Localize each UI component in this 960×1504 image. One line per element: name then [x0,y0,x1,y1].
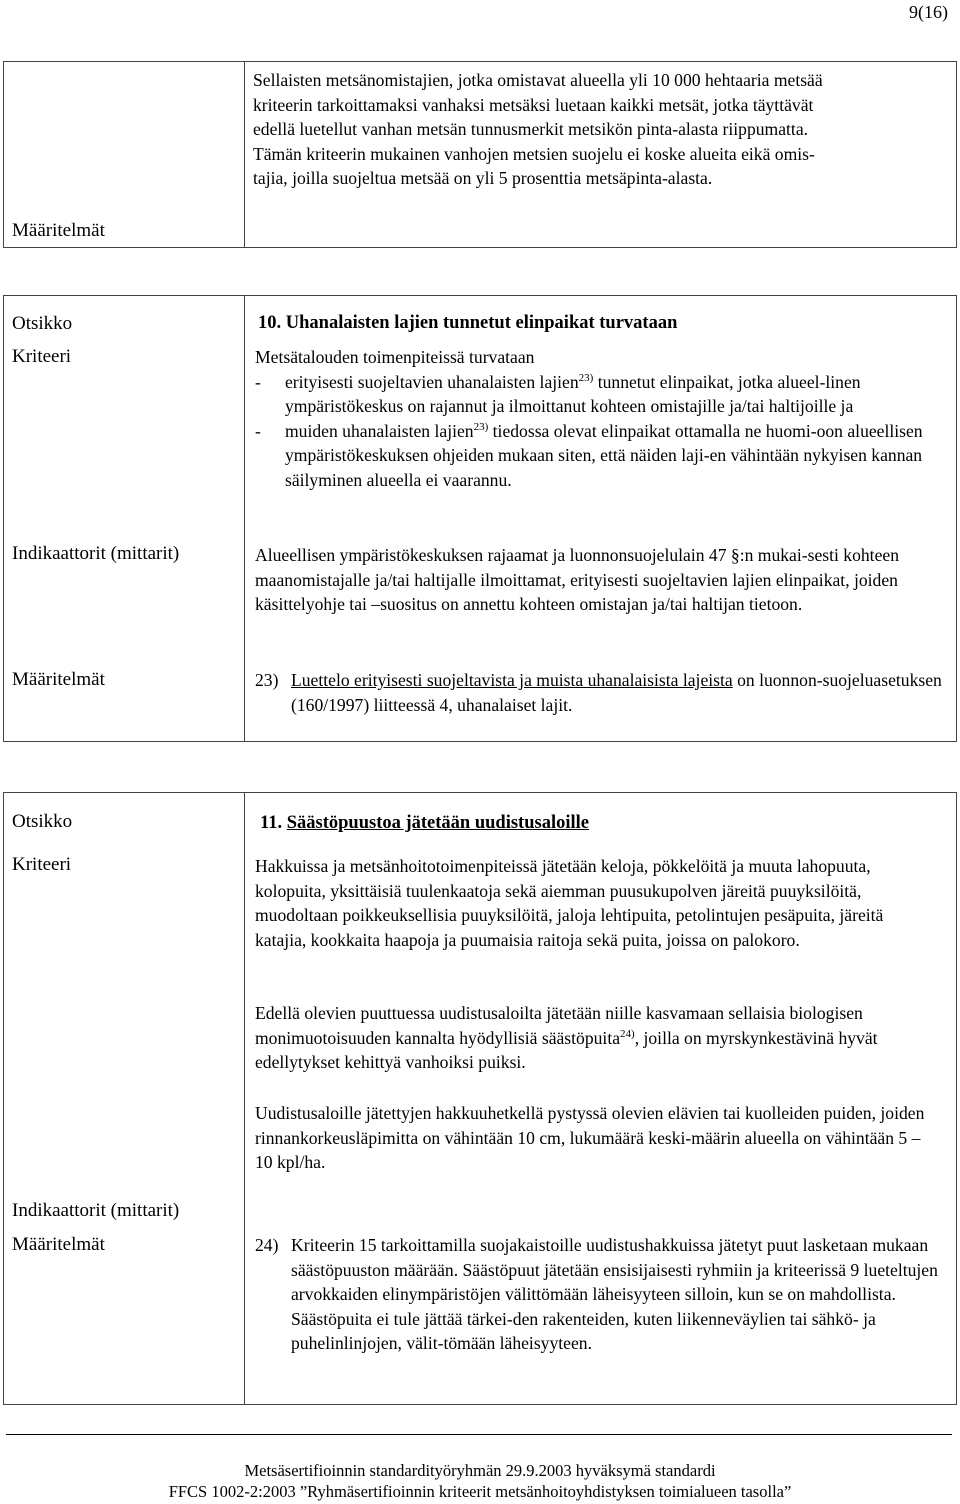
footnote-24 [255,1233,950,1356]
page-number: 9(16) [909,2,948,22]
criterion-title [260,811,950,836]
table-criterion-10 [3,295,957,742]
footnote-ref: 24) [620,1027,635,1040]
table-criterion-11 [3,792,957,1405]
text-line: kriteerin tarkoittamaksi vanhaksi metsäksi luetaan kaikki metsät, jotka täyttävät [253,94,814,115]
label-indicators: Indikaattorit (mittarit) [12,543,180,564]
label-title: Otsikko [12,313,73,334]
criterion-p1: Hakkuissa ja metsänhoitotoimenpiteissä jätetään keloja, pökkelöitä ja muuta lahopuuta, kolopuita, yksittäisiä tuulenkaatoja sekä aiemman puusukupolven järeitä puuyksilöitä, muodoltaan poikkeuksellisia puuyksilöitä, jaloja lehtipuita, petolintujen pesäpuita, järeitä katajia, kookkaita haapoja ja puumaisia raitoja sekä puita, joissa on palokoro. [255,856,884,950]
footnote-number: 23) [255,670,279,690]
label-title: Otsikko [12,811,73,832]
bullet-text: erityisesti suojeltavien uhanalaisten lajien [285,371,579,392]
list-item [255,419,950,493]
footnote-text: Kriteerin 15 tarkoittamilla suojakaistoille uudistushakkuissa jätetyt puut lasketaan mukaan säästöpuuston määrään. Säästöpuut jätetään ensisijaisesti ryhmiin ja kriteerissä 9 lueteltujen arvokkaiden elinympäristöjen välittömään läheisyyteen silloin, kun se on mahdollista. Säästöpuita ei tule jättää tärkei-den rakenteiden, kuten liikenneväylien tai sähkö- ja puhelinlinjojen, välit-tömään läheisyyteen. [291,1235,938,1354]
footnote-23 [255,668,950,717]
label-criterion: Kriteeri [12,346,72,367]
footnote-text: on luonnon-suojeluasetuksen (160/1997) liitteessä 4, uhanalaiset lajit. [291,670,942,715]
footer-divider [6,1434,952,1435]
text-line: Tämän kriteerin mukainen vanhojen metsien suojelu ei koske alueita eikä omis- [253,143,815,164]
text-line: edellä luetellut vanhan metsän tunnusmerkit metsikön pinta-alasta riippumatta. [253,119,809,140]
bullet-dash: - [255,420,261,441]
bullet-text: muiden uhanalaisten lajien [285,420,474,441]
criterion-title: 10. Uhanalaisten lajien tunnetut elinpaikat turvataan [258,313,678,333]
criterion-intro: Metsätalouden toimenpiteissä turvataan [255,347,535,367]
table-continued [3,61,957,248]
footer-line-2: FFCS 1002-2:2003 ”Ryhmäsertifioinnin kriteerit metsänhoitoyhdistyksen toimialueen tasolla” [168,1482,792,1501]
footnote-ref: 23) [578,371,594,384]
paragraph-text: , joilla on myrskynkestävinä hyvät edellytykset kehittyä vanhoiksi puiksi. [255,1027,878,1073]
label-definitions: Määritelmät [12,220,105,241]
label-definitions: Määritelmät [12,1234,105,1255]
bullet-text: tunnetut elinpaikat, jotka alueel-linen ympäristökeskus on rajannut ja ilmoittanut kohteen omistajille ja/tai haltijoille ja [285,371,861,417]
footnote-number: 24) [255,1235,279,1255]
bullet-text: tiedossa olevat elinpaikat ottamalla ne huomi-oon alueellisen ympäristökeskuksen ohjeiden mukaan siten, että näiden laji-en vähintään nykyisen kannan säilyminen alueella ei vaarannu. [285,420,923,490]
criterion-p3: Uudistusaloille jätettyjen hakkuuhetkellä pystyssä olevien elävien tai kuolleiden puiden, joiden rinnankorkeusläpimitta on vähintään 10 cm, lukumäärä keski-määrin alueella on vähintään 5 – 10 kpl/ha. [255,1103,925,1173]
text-line: Sellaisten metsänomistajien, jotka omistavat alueella yli 10 000 hehtaaria metsää [253,70,823,90]
criterion-title-text: Säästöpuustoa jätetään uudistusaloille [286,813,589,833]
criterion-text [255,345,950,493]
label-definitions: Määritelmät [12,669,105,690]
footnote-link[interactable]: Luettelo erityisesti suojeltavista ja muista uhanalaisista lajeista [291,670,733,690]
label-indicators: Indikaattorit (mittarit) [12,1200,180,1221]
footnote-ref: 23) [473,420,489,433]
criterion-number: 11. [260,813,287,833]
indicators-text: Alueellisen ympäristökeskuksen rajaamat ja luonnonsuojelulain 47 §:n mukai-sesti kohteen maanomistajalle ja/tai haltijalle ilmoittamat, erityisesti suojeltavien lajien elinpaikat, joiden käsittelyohje tai –suositus on annettu kohteen omistajan ja/tai haltijan tietoon. [255,545,899,615]
criterion-p2 [255,1001,935,1075]
label-criterion: Kriteeri [12,854,72,875]
paragraph-text: Edellä olevien puuttuessa uudistusaloilta jätetään niille kasvamaan sellaisia biologisen monimuotoisuuden kannalta hyödyllisiä säästöpuita [255,1003,863,1048]
text-line: tajia, joilla suojeltua metsää on yli 5 prosenttia metsäpinta-alasta. [253,168,713,189]
footer-line-1: Metsäsertifioinnin standardityöryhmän 29.9.2003 hyväksymä standardi [244,1461,716,1480]
bullet-dash: - [255,371,261,392]
list-item [255,370,950,419]
continued-text [253,68,953,191]
